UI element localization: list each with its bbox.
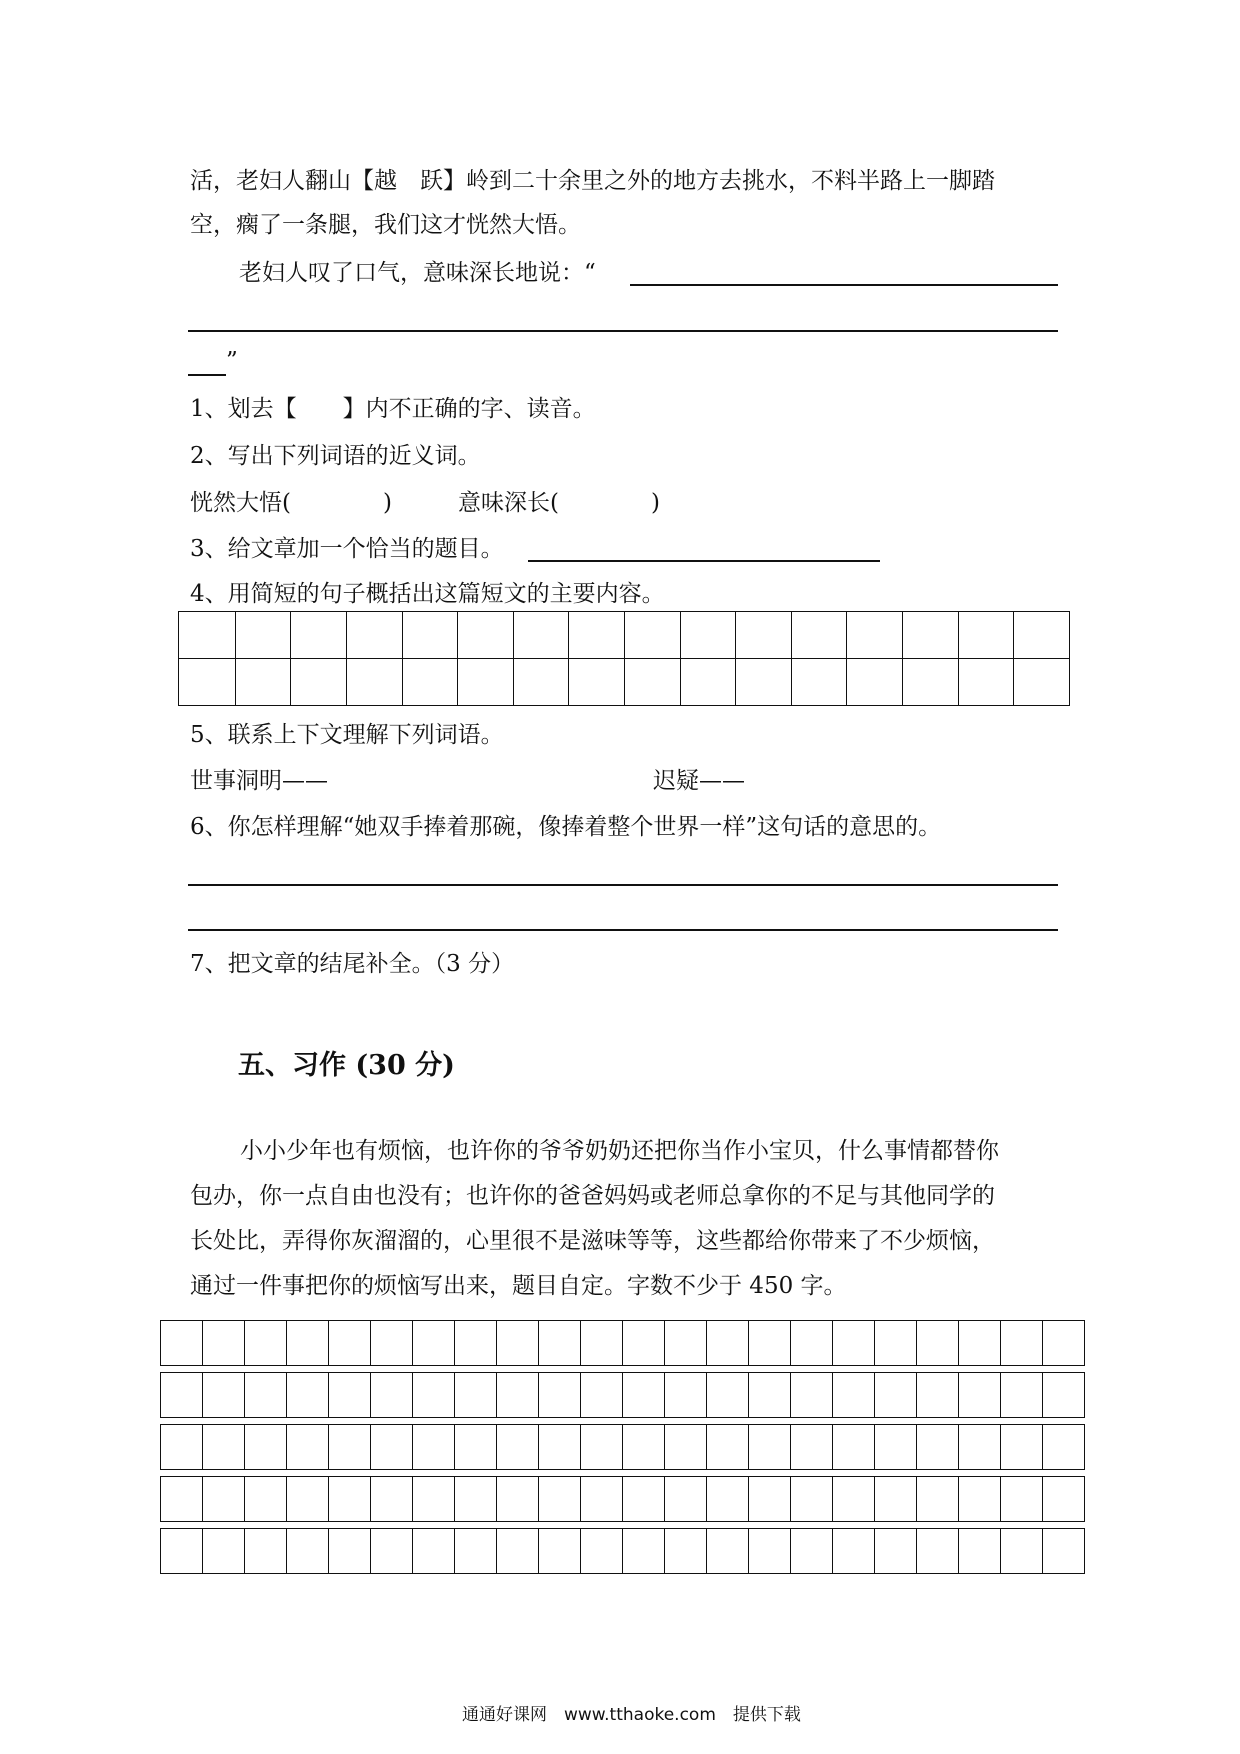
passage-line: 空，瘸了一条腿，我们这才恍然大悟。 xyxy=(190,212,581,238)
answer-line[interactable] xyxy=(188,374,226,376)
composition-writing-grid[interactable] xyxy=(160,1320,1085,1580)
title-answer-line[interactable] xyxy=(528,560,880,562)
prompt-line: 通过一件事把你的烦恼写出来，题目自定。字数不少于 450 字。 xyxy=(190,1273,847,1299)
answer-line[interactable] xyxy=(188,884,1058,886)
question-7: 7、把文章的结尾补全。（3 分） xyxy=(190,951,515,977)
answer-line[interactable] xyxy=(630,284,1058,286)
writing-row[interactable] xyxy=(160,1424,1085,1470)
prompt-line: 小小少年也有烦恼，也许你的爷爷奶奶还把你当作小宝贝，什么事情都替你 xyxy=(240,1138,999,1164)
question-2: 2、写出下列词语的近义词。 xyxy=(190,443,481,469)
writing-row[interactable] xyxy=(160,1372,1085,1418)
prompt-line: 长处比，弄得你灰溜溜的，心里很不是滋味等等，这些都给你带来了不少烦恼， xyxy=(190,1228,995,1254)
closing-quote: ” xyxy=(226,348,238,374)
footer-source: 通通好课网 www.tthaoke.com 提供下载 xyxy=(462,1705,801,1725)
question-5: 5、联系上下文理解下列词语。 xyxy=(190,722,504,748)
question-2-word-b: 意味深长( ) xyxy=(458,490,660,516)
question-3: 3、给文章加一个恰当的题目。 xyxy=(190,536,504,562)
summary-answer-grid[interactable] xyxy=(178,611,1070,706)
passage-line: 老妇人叹了口气，意味深长地说：“ xyxy=(239,260,596,286)
answer-line[interactable] xyxy=(188,929,1058,931)
question-2-word-a: 恍然大悟( ) xyxy=(190,490,392,516)
question-6: 6、你怎样理解“她双手捧着那碗，像捧着整个世界一样”这句话的意思的。 xyxy=(190,814,942,840)
prompt-line: 包办，你一点自由也没有；也许你的爸爸妈妈或老师总拿你的不足与其他同学的 xyxy=(190,1183,995,1209)
question-5-word-b: 迟疑—— xyxy=(653,768,745,794)
writing-row[interactable] xyxy=(160,1320,1085,1366)
question-4: 4、用简短的句子概括出这篇短文的主要内容。 xyxy=(190,581,665,607)
question-5-word-a: 世事洞明—— xyxy=(190,768,328,794)
answer-line[interactable] xyxy=(188,330,1058,332)
writing-row[interactable] xyxy=(160,1528,1085,1574)
passage-line: 活，老妇人翻山【越 跃】岭到二十余里之外的地方去挑水，不料半路上一脚踏 xyxy=(190,168,995,194)
writing-row[interactable] xyxy=(160,1476,1085,1522)
section-heading: 五、习作 (30 分) xyxy=(238,1050,455,1081)
question-1: 1、划去【 】内不正确的字、读音。 xyxy=(190,396,596,422)
